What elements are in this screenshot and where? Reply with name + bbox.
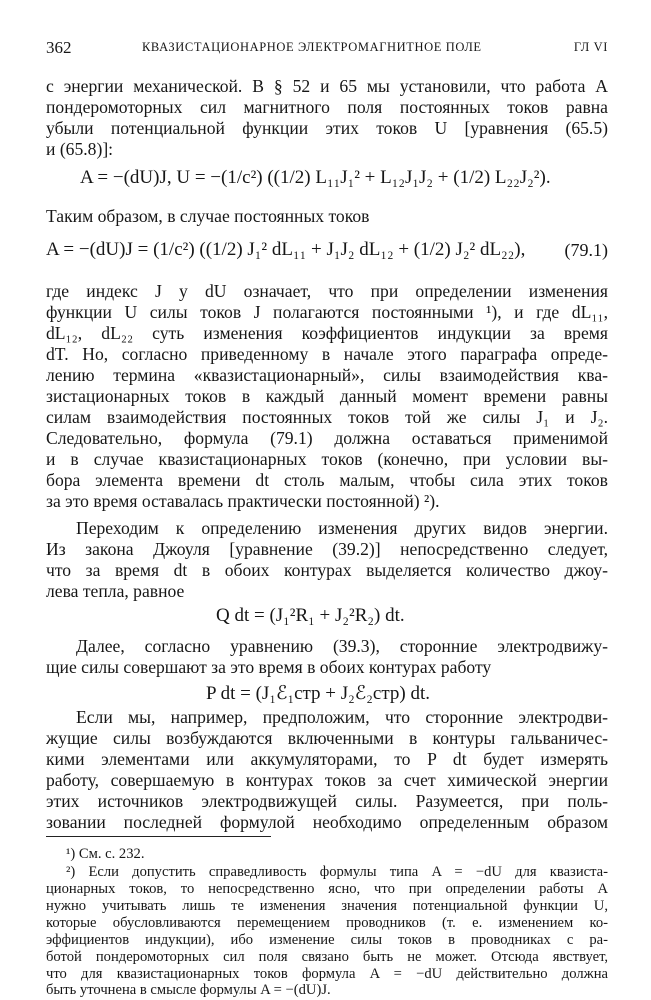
text-line: где индекс J у dU означает, что при определении изменения bbox=[46, 281, 608, 301]
text-line: Следовательно, формула (79.1) должна оставаться применимой bbox=[46, 428, 608, 448]
formula-79-1: A = −(dU)J = (1/c²) ((1/2) J₁² dL₁₁ + J₁J₂ dL₁₂ + (1/2) J₂² dL₂₂), bbox=[46, 239, 526, 260]
footnote-line: нужно учитывать лишь те изменения значения потенциальной функции U, bbox=[46, 898, 608, 914]
text-line: этих источников электродвижущей силы. Разумеется, при поль- bbox=[46, 791, 608, 811]
formula-work-potential: A = −(dU)J, U = −(1/c²) ((1/2) L₁₁J₁² + L₁₂J₁J₂ + (1/2) L₂₂J₂²). bbox=[80, 167, 551, 188]
text-line: зистационарных токов в каждый данный момент времени равны bbox=[46, 386, 608, 406]
footnote-line: что для квазистационарных токов формула A = −dU действительно должна bbox=[46, 966, 608, 982]
footnote-line: быть уточнена в смысле формулы A = −(dU)J. bbox=[46, 982, 331, 998]
text-line: Далее, согласно уравнению (39.3), сторонние электродвижу- bbox=[76, 636, 608, 656]
text-line: кими элементами или аккумуляторами, то P dt будет измерять bbox=[46, 749, 608, 769]
text-line: Из закона Джоуля [уравнение (39.2)] непосредственно следует, bbox=[46, 539, 608, 559]
text-line: работу, совершаемую в контурах токов за счет химической энергии bbox=[46, 770, 608, 790]
chapter-label: ГЛ VI bbox=[573, 40, 608, 54]
text-line: лению термина «квазистационарный», силы взаимодействия ква- bbox=[46, 365, 608, 385]
formula-joule-heat: Q dt = (J₁²R₁ + J₂²R₂) dt. bbox=[216, 605, 405, 626]
equation-number: (79.1) bbox=[564, 240, 608, 260]
running-title: КВАЗИСТАЦИОНАРНОЕ ЭЛЕКТРОМАГНИТНОЕ ПОЛЕ bbox=[142, 40, 482, 54]
text-line: жущие силы возбуждаются включенными в контуры гальваничес- bbox=[46, 728, 608, 748]
text-line: щие силы совершают за это время в обоих контурах работу bbox=[46, 657, 492, 677]
footnote-line: эффициентов индукции), ибо изменение силы токов в проводниках с ра- bbox=[46, 932, 608, 948]
footnote: ²) Если допустить справедливость формулы типа A = −dU для квазиста- bbox=[66, 864, 608, 880]
text-line: dT. Но, согласно приведенному в начале этого параграфа опреде- bbox=[46, 344, 608, 364]
text-line: функции U силы токов J полагаются постоянными ¹), и где dL₁₁, bbox=[46, 302, 608, 322]
text-line: убыли потенциальной функции этих токов U [уравнения (65.5) bbox=[46, 118, 608, 138]
footnote-line: которые обусловливаются перемещением проводников (т. е. изменением ко- bbox=[46, 915, 608, 931]
text-line: и в случае квазистационарных токов (конечно, при условии вы- bbox=[46, 449, 608, 469]
text-line: и (65.8)]: bbox=[46, 139, 114, 159]
text-line: Таким образом, в случае постоянных токов bbox=[46, 206, 370, 226]
text-line: силам взаимодействия постоянных токов той же силы J₁ и J₂. bbox=[46, 407, 608, 427]
text-line: Если мы, например, предположим, что сторонние электродви- bbox=[76, 707, 608, 727]
page-number: 362 bbox=[46, 38, 72, 57]
text-line: что за время dt в обоих контурах выделяется количество джоу- bbox=[46, 560, 608, 580]
formula-emf-work: P dt = (J₁ℰ₁стр + J₂ℰ₂стр) dt. bbox=[206, 683, 430, 704]
text-line: за это время оставалась практически постоянной) ²). bbox=[46, 491, 440, 511]
text-line: Переходим к определению изменения других видов энергии. bbox=[76, 518, 608, 538]
text-line: зовании последней формулой необходимо определенным образом bbox=[46, 812, 608, 832]
text-line: пондеромоторных сил магнитного поля постоянных токов равна bbox=[46, 97, 608, 117]
footnote-divider bbox=[46, 836, 271, 837]
text-line: с энергии механической. В § 52 и 65 мы установили, что работа A bbox=[46, 76, 608, 96]
footnote-line: ционарных токов, то непосредственно ясно, что при определении работы A bbox=[46, 881, 608, 897]
text-line: лева тепла, равное bbox=[46, 581, 185, 601]
page-header bbox=[46, 38, 608, 58]
text-line: dL₁₂, dL₂₂ суть изменения коэффициентов индукции за время bbox=[46, 323, 608, 343]
footnote: ¹) См. с. 232. bbox=[66, 846, 145, 862]
footnote-line: ботой пондеромоторных сил поля связано быть не может. Отсюда явствует, bbox=[46, 949, 608, 965]
text-line: бора элемента времени dt столь малым, чтобы сила этих токов bbox=[46, 470, 608, 490]
